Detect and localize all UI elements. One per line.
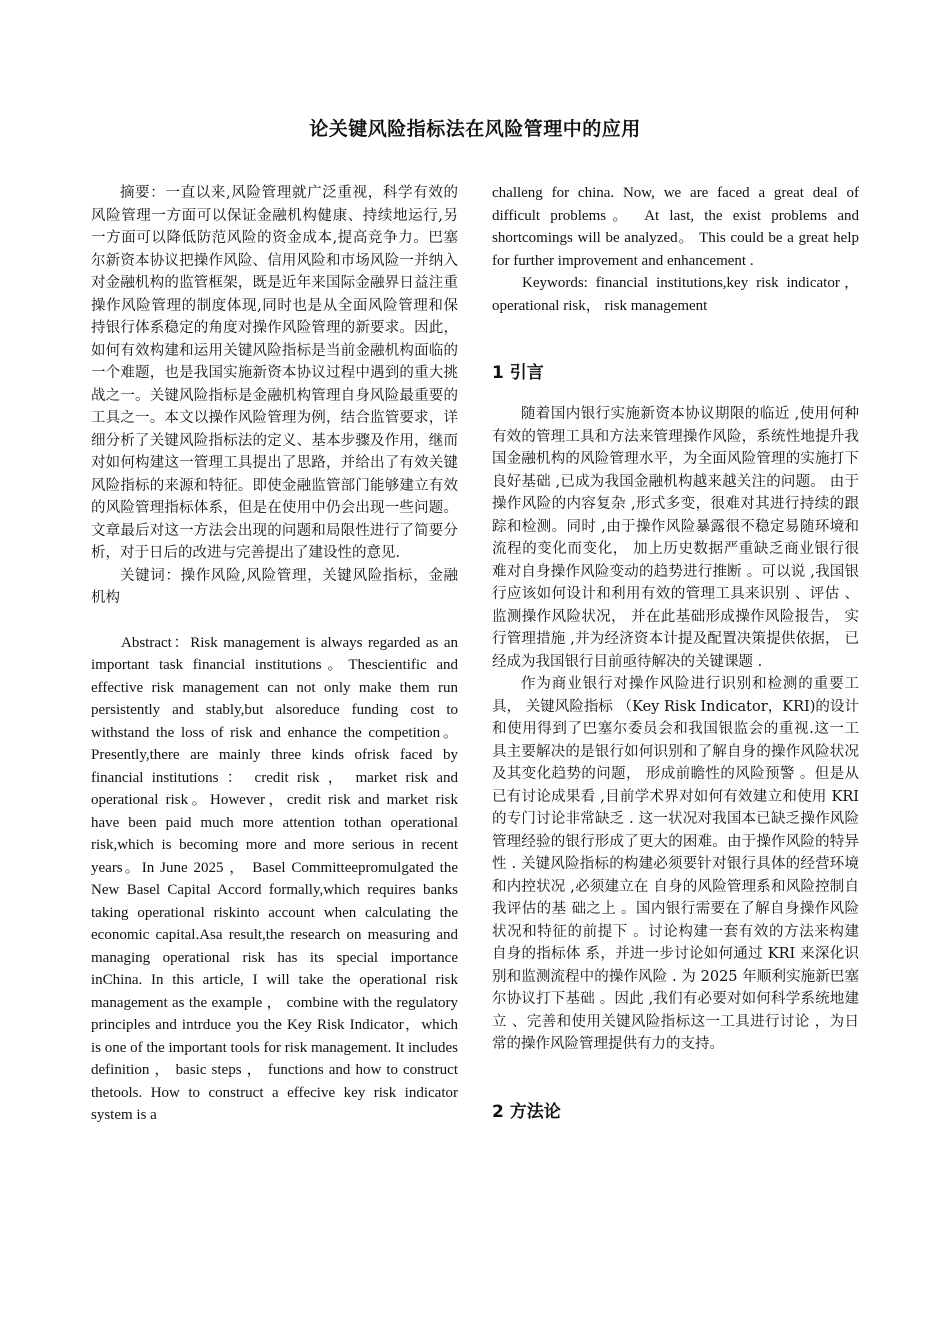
right-column (492, 182, 859, 1124)
left-column (91, 182, 458, 1127)
abstract-cn: 摘要：一直以来,风险管理就广泛重视，科学有效的风险管理一方面可以保证金融机构健康、持续地运行,另一方面可以降低防范风险的资金成本,提高竞争力。巴塞尔新资本协议把操作风险、信用风险和市场风险一并纳入对金融机构的监管框架，既是近年来国际金融界日益注重操作风险管理的制度体现,同时也是从全面风险管理和保持银行体系稳定的角度对操作风险管理的新要求。因此，如何有效构建和运用关键风险指标是当前金融机构面临的一个难题，也是我国实施新资本协议过程中遇到的重大挑战之一。关键风险指标是金融机构管理自身风险最重要的工具之一。本文以操作风险管理为例，结合监管要求，详细分析了关键风险指标法的定义、基本步骤及作用，继而对如何构建这一管理工具提出了思路，并给出了有效关键风险指标的来源和特征。即使金融监管部门能够建立有效的风险管理指标体系，但是在使用中仍会出现一些问题。文章最后对这一方法会出现的问题和局限性进行了简要分析，对于日后的改进与完善提出了建设性的意见. (91, 185, 458, 561)
section-heading-introduction: 1 引言 (492, 363, 544, 383)
paper-title: 论关键风险指标法在风险管理中的应用 (309, 118, 641, 140)
keywords-cn: 关键词：操作风险,风险管理，关键风险指标，金融机构 (91, 567, 458, 606)
section-heading-methodology: 2 方法论 (492, 1101, 561, 1122)
abstract-en: Abstract：Risk management is always regarded as an important task financial institutions。Thescientific and effective risk management can not only make them run persistently and stably,but alsoreduce funding cost to withstand the loss of risk and enhance the competition。 Presently,there are mainly three kinds ofrisk faced by financial institutions ： credit risk ， market risk and operational risk。However，credit risk and market risk have been paid much more attention tothan operational risk,which is becoming more and more serious in recent years。In June 2025 ， Basel Committeepromulgated the New Basel Capital Accord formally,which requires banks taking operational riskinto account when calculating the economic capital.Asa result,the research on measuring and managing operational risk has its special importance inChina. In this article, I will take the operational risk management as the example ， combine with the regulatory principles and intrduce you the Key Risk Indicator，which is one of the important tools for risk management. It includes definition ， basic steps ， functions and how to construct thetools. How to construct a effecive key risk indicator system is a (91, 634, 459, 1123)
introduction-paragraph-1: 随着国内银行实施新资本协议期限的临近 ,使用何种有效的管理工具和方法来管理操作风险，系统性地提升我国金融机构的风险管理水平，为全面风险管理的实施打下良好基础 ,已成为我国金融机构越来越关注的问题。 由于操作风险的内容复杂 ,形式多变，很难对其进行持续的跟踪和检测。同时 ,由于操作风险暴露很不稳定易随环境和流程的变化而变化， 加上历史数据严重缺乏商业银行很难对自身操作风险变动的趋势进行推断 。可以说 ,我国银行应该如何设计和利用有效的管理工具来识别 、评估 、监测操作风险状况， 并在此基础形成操作风险报告， 实行管理措施 ,并为经济资本计提及配置决策提供依据， 已经成为我国银行目前亟待解决的关键课题 . (492, 406, 859, 670)
keywords-en: Keywords: financial institutions,key risk indicator，operational risk， risk management (492, 275, 859, 314)
abstract-en-continued: challeng for china. Now, we are faced a great deal of difficult problems。 At last, the exist problems and shortcomings will be analyzed。 This could be a great help for further improvement and enhancement . (492, 185, 859, 269)
introduction-paragraph-2: 作为商业银行对操作风险进行识别和检测的重要工具， 关键风险指标 （Key Risk Indicator，KRI)的设计 和使用得到了巴塞尔委员会和我国银监会的重视.这一工具主要解决的是银行如何识别和了解自身的操作风险状况及其变化趋势的问题， 形成前瞻性的风险预警 。但是从已有讨论成果看 ,目前学术界对如何有效建立和使用 KRI 的专门讨论非常缺乏 . 这一状况对我国本已缺乏操作风险管理经验的银行形成了更大的困难。由于操作风险的特异性 . 关键风险指标的构建必须要针对银行具体的经营环境和内控状况 ,必须建立在 自身的风险管理系和风险控制自我评估的基 础之上 。国内银行需要在了解自身操作风险状况和特征的前提下 。讨论构建一套有效的方法来构建自身的指标体 系，并进一步讨论如何通过 KRI 来深化识别和监测流程中的操作风险 . 为 2025 年顺利实施新巴塞尔协议打下基础 。因此 ,我们有必要对如何科学系统地建立 、完善和使用关键风险指标这一工具进行讨论 ，为日常的操作风险管理提供有力的支持。 (492, 676, 859, 1052)
